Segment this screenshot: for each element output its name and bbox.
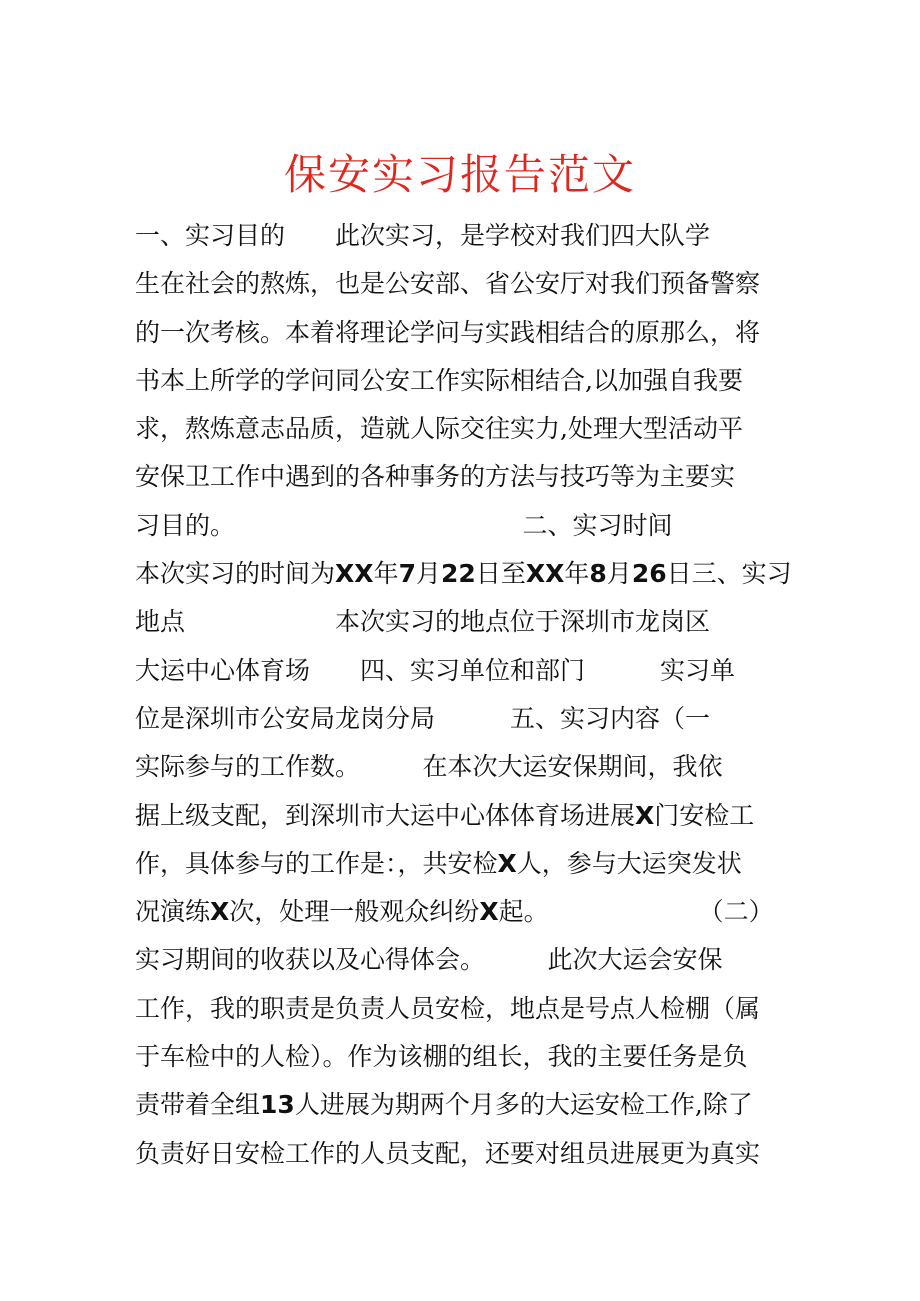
text-line (135, 792, 795, 840)
document-body (135, 212, 795, 1178)
text-run: 人，参与大运突发状 (516, 848, 742, 878)
text-run-bold: 13 (260, 1090, 295, 1120)
text-line (135, 453, 795, 501)
text-run-bold: X (479, 897, 499, 927)
text-line (135, 502, 795, 550)
text-line (135, 309, 795, 357)
text-line (135, 260, 795, 308)
text-run: 安保卫工作中遇到的各种事务的方法与技巧等为主要实 (135, 462, 736, 492)
text-run-bold: 22 (441, 559, 476, 589)
text-run: 求，熬炼意志品质，造就人际交往实力,处理大型活动平 (135, 414, 743, 444)
text-run: 大运中心体育场 四、实习单位和部门 实习单 (135, 655, 736, 685)
text-run: 工作，我的职责是负责人员安检，地点是号点人检棚（属 (135, 993, 761, 1023)
text-run: 年 (373, 559, 399, 589)
text-run: 人进展为期两个月多的大运安检工作,除了 (294, 1090, 753, 1120)
text-run: 实际参与的工作数。 在本次大运安保期间，我依 (135, 752, 723, 782)
text-run: 起。 （二） (498, 897, 774, 927)
text-line (135, 888, 795, 936)
text-run: 位是深圳市公安局龙岗分局 五、实习内容（一 (135, 703, 711, 733)
text-run: 次，处理一般观众纠纷 (229, 897, 480, 927)
text-run: 责带着全组 (135, 1090, 261, 1120)
text-line (135, 840, 795, 888)
text-run: 地点 本次实习的地点位于深圳市龙岗区 (135, 607, 711, 637)
text-run: 习目的。 二、实习时间 (135, 510, 673, 540)
text-line (135, 985, 795, 1033)
text-run: 据上级支配，到深圳市大运中心体体育场进展 (135, 800, 636, 830)
text-line (135, 212, 795, 260)
text-line (135, 357, 795, 405)
text-run-bold: 8 (589, 559, 607, 589)
text-run-bold: X (497, 848, 517, 878)
text-run: 日至 (475, 559, 526, 589)
text-line (135, 695, 795, 743)
text-run: 书本上所学的学问同公安工作实际相结合,以加强自我要 (135, 365, 743, 395)
text-line (135, 647, 795, 695)
text-run: 一、实习目的 此次实习，是学校对我们四大队学 (135, 221, 711, 250)
text-run: 负责好日安检工作的人员支配，还要对组员进展更为真实 (135, 1138, 761, 1168)
text-run: 的一次考核。本着将理论学问与实践相结合的原那么，将 (135, 317, 761, 347)
text-run: 实习期间的收获以及心得体会。 此次大运会安保 (135, 945, 723, 975)
text-run: 月 (606, 559, 632, 589)
text-run: 于车检中的人检）。作为该棚的组长，我的主要任务是负 (135, 1042, 748, 1072)
text-line (135, 1033, 795, 1081)
text-run: 年 (564, 559, 590, 589)
text-run-bold: 7 (398, 559, 416, 589)
text-run-bold: XX (335, 559, 374, 589)
text-line (135, 1081, 795, 1129)
text-line (135, 1130, 795, 1178)
text-line (135, 550, 795, 598)
text-line (135, 598, 795, 646)
text-run: 况演练 (135, 897, 211, 927)
text-line (135, 743, 795, 791)
text-line (135, 936, 795, 984)
text-run-bold: 26 (631, 559, 667, 589)
document-title: 保安实习报告范文 (283, 150, 636, 199)
text-run: 门安检工 (654, 800, 755, 830)
text-run-bold: X (635, 800, 655, 830)
text-run: 日三、实习 (666, 559, 792, 589)
text-run: 月 (416, 559, 442, 589)
text-run: 生在社会的熬炼，也是公安部、省公安厅对我们预备警察 (135, 269, 761, 299)
text-line (135, 405, 795, 453)
text-run-bold: XX (525, 559, 565, 589)
text-run-bold: X (210, 897, 230, 927)
text-run: 本次实习的时间为 (135, 559, 336, 589)
text-run: 作，具体参与的工作是：，共安检 (135, 848, 498, 878)
